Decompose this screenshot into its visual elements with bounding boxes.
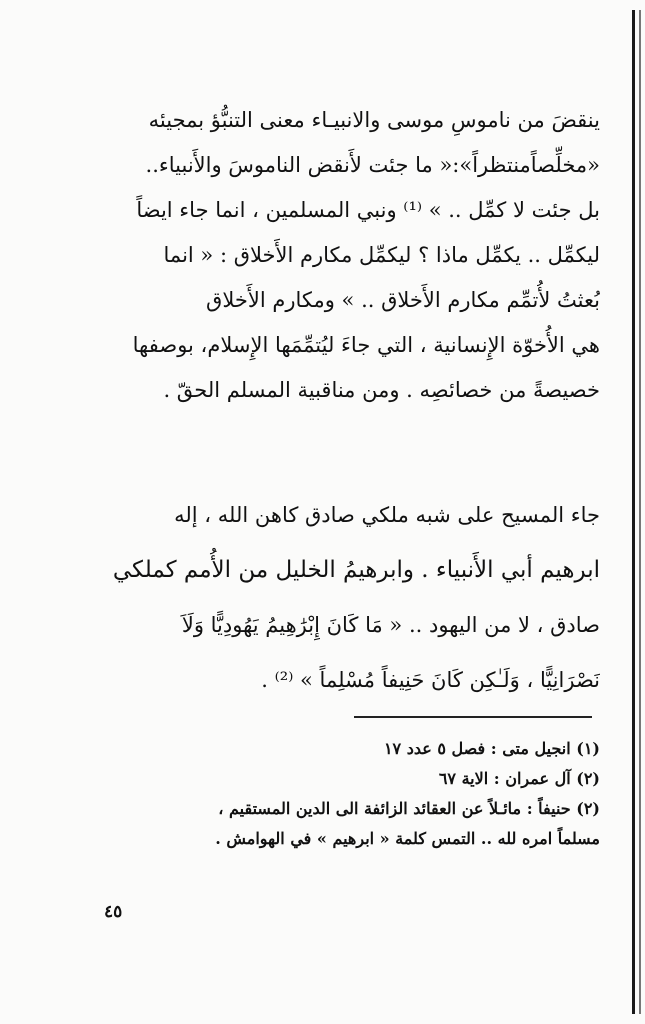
page-edge-shadow [639, 10, 641, 1014]
text-line: ليكمِّل .. يكمِّل ماذا ؟ ليكمِّل مكارم الأَخلاق : « انما [163, 243, 600, 267]
text-line: صادق ، لا من اليهود .. « مَا كَانَ إِبْرَٰهِيمُ يَهُودِيًّا وَلَاَ [181, 613, 600, 637]
page-number: ٤٥ [104, 902, 123, 922]
footnote-3: (٢) حنيفاً : مائـلاً عن العقائد الزائفة الى الدين المستقيم ، [218, 799, 600, 818]
footnote-1: (١) انجيل متى : فصل ٥ عدد ١٧ [383, 739, 600, 758]
text-line: خصيصةً من خصائصِه . ومن مناقبية المسلم الحقّ . [163, 378, 600, 402]
text-line: «مخلِّصاًمنتظراً»:« ما جئت لأَنقض الناموسَ والأَنبياء.. [145, 153, 600, 177]
paragraph-1 [100, 98, 600, 413]
text-line: بل جئت لا كمِّل .. » ⁽¹⁾ ونبي المسلمين ، انما جاء ايضاً [136, 198, 600, 222]
text-line: جاء المسيح على شبه ملكي صادق كاهن الله ، إله [174, 503, 600, 527]
footnote-separator [354, 716, 592, 718]
text-line: نَصْرَانِيًّا ، وَلَـٰكِن كَانَ حَنِيفاً مُسْلِماً » ⁽²⁾ . [261, 668, 600, 692]
page-edge-line [632, 10, 635, 1014]
footnotes [100, 734, 600, 854]
text-line: بُعثتُ لأُتمِّم مكارم الأَخلاق .. » ومكارم الأَخلاق [206, 288, 600, 312]
paragraph-2 [100, 488, 600, 708]
text-line: ينقضَ من ناموسِ موسى والانبيـاء معنى التنبُّؤ بمجيئه [148, 108, 600, 132]
footnote-2: (٢) آل عمران : الاية ٦٧ [438, 769, 600, 788]
text-line: ابرهيم أبي الأَنبياء . وابرهيمُ الخليل من الأُمم كملكي [112, 557, 600, 583]
text-line: هي الأُخوّة الإِنسانية ، التي جاءَ ليُتمِّمَها الإِسلام، بوصفها [132, 333, 600, 357]
footnote-3-continued: مسلماً امره لله .. التمس كلمة « ابرهيم » في الهوامش . [215, 829, 600, 848]
